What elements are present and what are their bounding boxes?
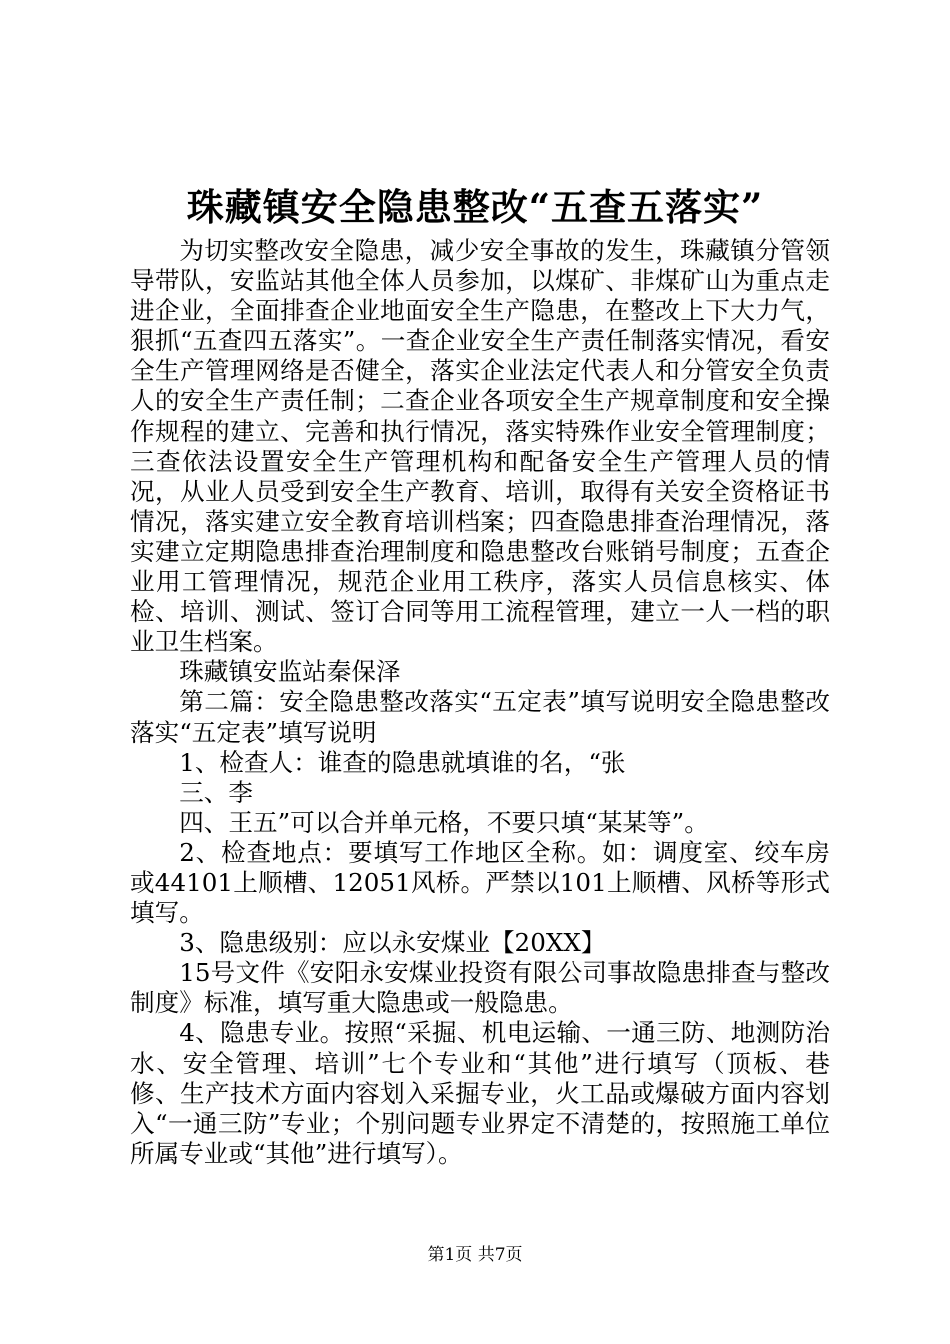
paragraph-item-1: 1、检查人：谁查的隐患就填谁的名，“张 xyxy=(179,747,626,777)
paragraph-item-1-cont-a: 三、李 xyxy=(179,777,253,807)
paragraph-item-4: 4、隐患专业。按照“采掘、机电运输、一通三防、地测防治水、安全管理、培训”七个专业和“其他”进行填写（顶板、巷修、生产技术方面内容划入采掘专业，火工品或爆破方面内容划入“一通三防”专业；个别问题专业界定不清楚的，按照施工单位所属专业或“其他”进行填写）。 xyxy=(130,1018,830,1168)
document-title: 珠藏镇安全隐患整改“五查五落实” xyxy=(186,185,764,229)
paragraph-item-1-cont-b: 四、王五”可以合并单元格，不要只填“某某等”。 xyxy=(179,807,709,837)
paragraph-item-3-cont: 15号文件《安阳永安煤业投资有限公司事故隐患排查与整改制度》标准，填写重大隐患或一般隐患。 xyxy=(130,958,830,1018)
page-number-footer: 第1页 共7页 xyxy=(427,1245,523,1265)
paragraph-second-article-heading: 第二篇：安全隐患整改落实“五定表”填写说明安全隐患整改落实“五定表”填写说明 xyxy=(130,687,830,747)
paragraph-signature: 珠藏镇安监站秦保泽 xyxy=(179,657,401,687)
paragraph-intro: 为切实整改安全隐患，减少安全事故的发生，珠藏镇分管领导带队，安监站其他全体人员参加，以煤矿、非煤矿山为重点走进企业，全面排查企业地面安全生产隐患，在整改上下大力气，狠抓“五查四五落实”。一查企业安全生产责任制落实情况，看安全生产管理网络是否健全，落实企业法定代表人和分管安全负责人的安全生产责任制；二查企业各项安全生产规章制度和安全操作规程的建立、完善和执行情况，落实特殊作业安全管理制度；三查依法设置安全生产管理机构和配备安全生产管理人员的情况，从业人员受到安全生产教育、培训，取得有关安全资格证书情况，落实建立安全教育培训档案；四查隐患排查治理情况，落实建立定期隐患排查治理制度和隐患整改台账销号制度；五查企业用工管理情况，规范企业用工秩序，落实人员信息核实、体检、培训、测试、签订合同等用工流程管理，建立一人一档的职业卫生档案。 xyxy=(130,236,830,657)
paragraph-item-2: 2、检查地点：要填写工作地区全称。如：调度室、绞车房或44101上顺槽、12051风桥。严禁以101上顺槽、风桥等形式填写。 xyxy=(130,837,830,928)
paragraph-item-3: 3、隐患级别：应以永安煤业【20XX】 xyxy=(179,928,606,958)
document-body xyxy=(130,236,830,1169)
